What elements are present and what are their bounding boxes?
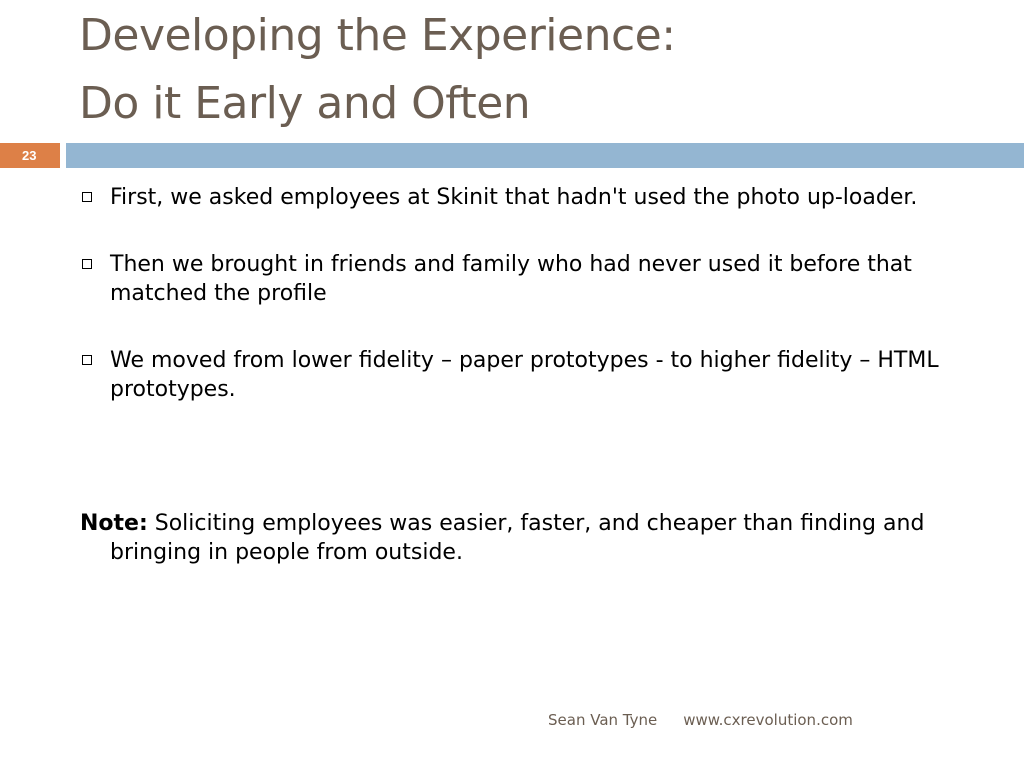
- note-label: Note:: [80, 511, 148, 536]
- bullet-item: [80, 346, 980, 404]
- footer: [548, 711, 853, 729]
- note-paragraph: [80, 509, 1010, 567]
- bullet-text: First, we asked employees at Skinit that hadn't used the photo up-loader.: [110, 185, 918, 210]
- title-divider-bar: [66, 143, 1024, 168]
- bullet-item: [80, 183, 980, 212]
- footer-author: Sean Van Tyne: [548, 711, 658, 729]
- note-text: Soliciting employees was easier, faster, and cheaper than finding and bringing in people from outside.: [110, 511, 925, 565]
- slide-title: [79, 2, 676, 138]
- bullet-text: Then we brought in friends and family who had never used it before that matched the profile: [110, 252, 912, 306]
- square-bullet-icon: [82, 259, 92, 269]
- bullet-text: We moved from lower fidelity – paper prototypes - to higher fidelity – HTML prototypes.: [110, 348, 939, 402]
- footer-url: www.cxrevolution.com: [683, 711, 853, 729]
- bullet-item: [80, 250, 980, 308]
- slide-number: 23: [22, 148, 37, 163]
- slide-title-line-2: Do it Early and Often: [79, 78, 531, 129]
- square-bullet-icon: [82, 192, 92, 202]
- slide-title-line-1: Developing the Experience:: [79, 10, 676, 61]
- square-bullet-icon: [82, 355, 92, 365]
- bullet-list: [80, 183, 980, 442]
